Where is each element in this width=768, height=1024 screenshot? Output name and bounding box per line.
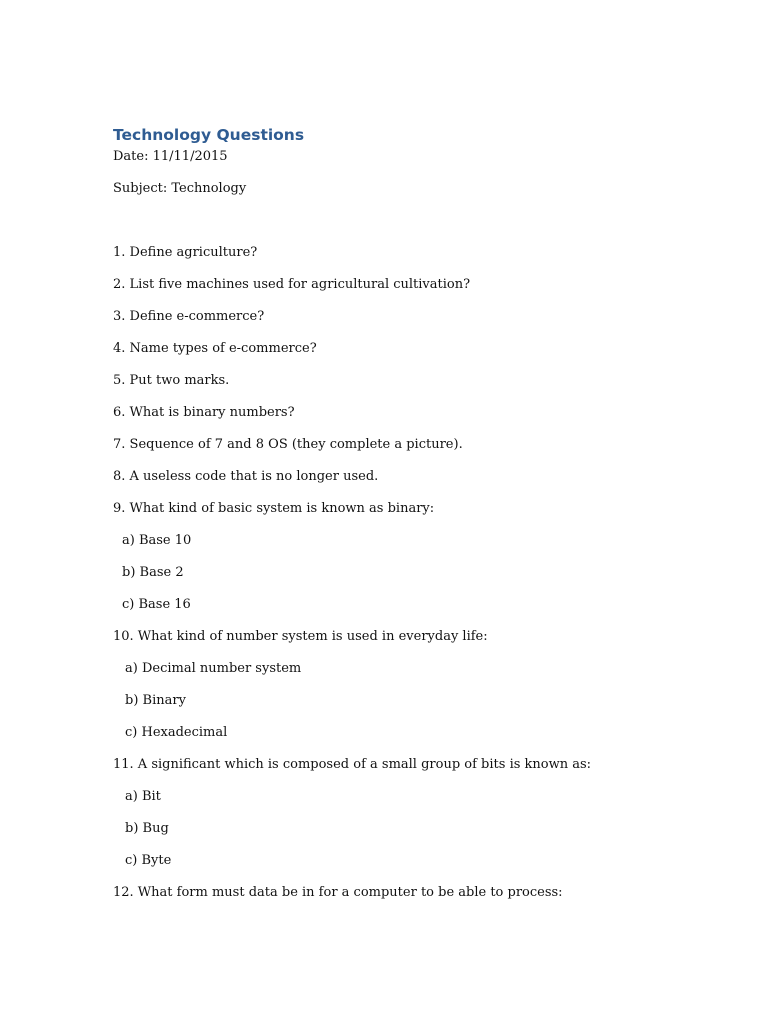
question-3: 3. Define e-commerce?	[113, 309, 265, 324]
question-12: 12. What form must data be in for a computer to be able to process:	[113, 885, 563, 900]
question-2: 2. List five machines used for agricultural cultivation?	[113, 277, 471, 292]
subject-line: Subject: Technology	[113, 181, 247, 196]
question-10-option-c: c) Hexadecimal	[125, 725, 228, 740]
question-6: 6. What is binary numbers?	[113, 405, 295, 420]
question-11-option-b: b) Bug	[125, 821, 169, 836]
question-11: 11. A significant which is composed of a small group of bits is known as:	[113, 757, 592, 772]
question-8: 8. A useless code that is no longer used.	[113, 469, 379, 484]
question-11-option-c: c) Byte	[125, 853, 172, 868]
date-line: Date: 11/11/2015	[113, 149, 228, 164]
question-5: 5. Put two marks.	[113, 373, 230, 388]
question-9: 9. What kind of basic system is known as binary:	[113, 501, 435, 516]
document-page	[113, 124, 713, 916]
question-9-option-a: a) Base 10	[122, 533, 192, 548]
document-title: Technology Questions	[113, 126, 305, 144]
question-10-option-a: a) Decimal number system	[125, 661, 302, 676]
question-7: 7. Sequence of 7 and 8 OS (they complete a picture).	[113, 437, 463, 452]
question-9-option-c: c) Base 16	[122, 597, 191, 612]
question-10: 10. What kind of number system is used in everyday life:	[113, 629, 488, 644]
question-1: 1. Define agriculture?	[113, 245, 258, 260]
question-10-option-b: b) Binary	[125, 693, 186, 708]
question-11-option-a: a) Bit	[125, 789, 161, 804]
question-9-option-b: b) Base 2	[122, 565, 184, 580]
question-list	[113, 244, 713, 916]
question-4: 4. Name types of e-commerce?	[113, 341, 317, 356]
